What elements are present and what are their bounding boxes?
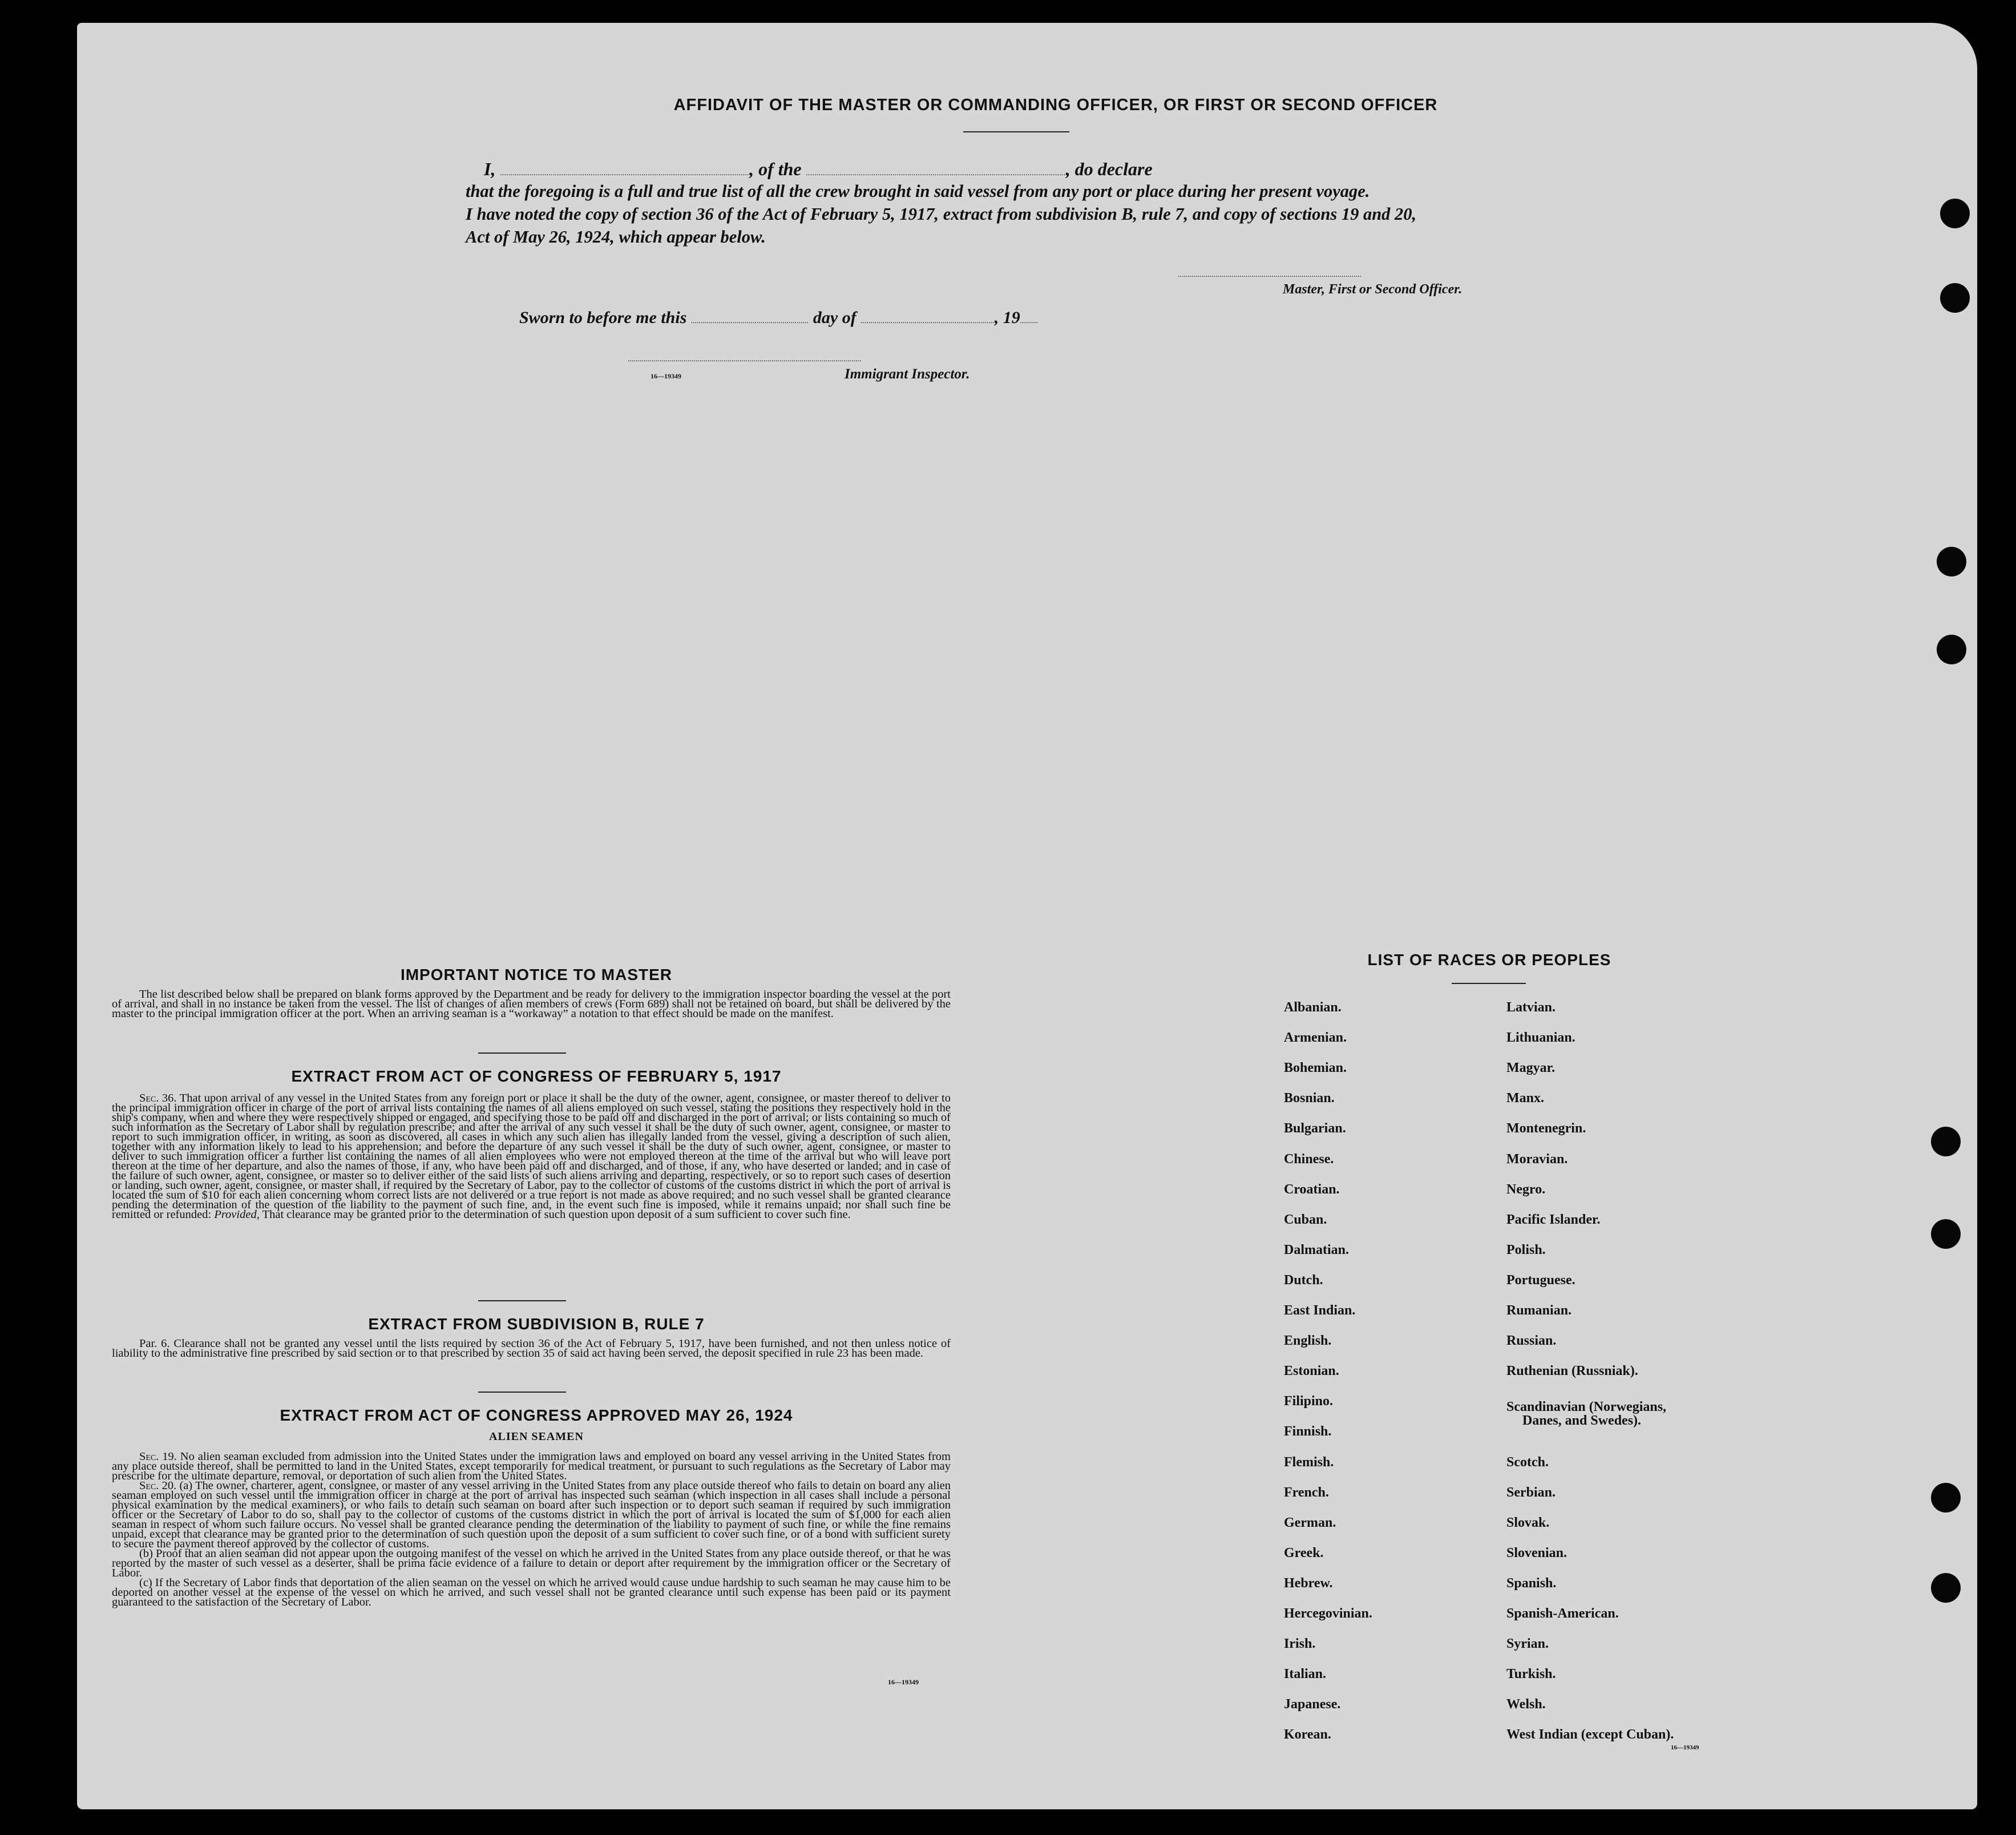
extract-1917-text	[112, 1094, 951, 1220]
race-item: Latvian.	[1506, 1000, 1556, 1015]
race-item: Negro.	[1506, 1181, 1546, 1197]
race-item: Moravian.	[1506, 1151, 1568, 1167]
binder-hole	[1937, 547, 1966, 576]
binder-hole	[1931, 1127, 1961, 1156]
declaration-line-3: I have noted the copy of section 36 of the Act of February 5, 1917, extract from subdivision B, rule 7, and copy of sections 19 and 20,	[466, 204, 1417, 224]
race-item: Syrian.	[1506, 1636, 1549, 1652]
race-item: Scandinavian (Norwegians,	[1506, 1400, 1667, 1415]
race-item: Estonian.	[1284, 1364, 1339, 1379]
affidavit-title: AFFIDAVIT OF THE MASTER OR COMMANDING OFFICER, OR FIRST OR SECOND OFFICER	[673, 96, 1438, 114]
race-item: Welsh.	[1506, 1697, 1546, 1712]
extract-1917-title: EXTRACT FROM ACT OF CONGRESS OF FEBRUARY 5, 1917	[291, 1067, 782, 1085]
sworn-label: Sworn to before me this	[519, 308, 687, 327]
declaration-line-4: Act of May 26, 1924, which appear below.	[466, 227, 766, 247]
sec36-label: Sec. 36.	[139, 1092, 177, 1104]
race-item: Finnish.	[1284, 1424, 1332, 1439]
sec20b-paragraph: (b) Proof that an alien seaman did not appear upon the outgoing manifest of the vessel on which he arrived in the United States from any place outside thereof, or that he was reported by the master of such vessel as a deserter, shall be prima facie evidence of a failure to detain or deport after requirement by the immigration officer or the Secretary of Labor.	[112, 1547, 951, 1579]
race-item: German.	[1284, 1515, 1336, 1530]
race-item: Russian.	[1506, 1333, 1557, 1349]
sec20c-paragraph: (c) If the Secretary of Labor finds that deportation of the alien seaman on the vessel on which he arrived would cause undue hardship to such seaman he may cause him to be deported on another vessel at the expense of the vessel on which he arrived, and such vessel shall not be granted clearance until such expense has been paid or its payment guaranteed to the satisfaction of the Secretary of Labor.	[112, 1576, 951, 1608]
vessel-name-field[interactable]: ...........................................................................................................................	[806, 169, 1066, 178]
race-item: Croatian.	[1284, 1181, 1340, 1197]
race-item: Cuban.	[1284, 1212, 1327, 1227]
race-item: Slovak.	[1506, 1515, 1550, 1530]
sec36-text: That upon arrival of any vessel in the United States from any foreign port or place it shall be the duty of the owner, agent, consignee, or master thereof to deliver to the principal immigration officer in charge of the port of arrival lists containing the names of all aliens employed on such vessel, stating the positions they respectively hold in the ship's company, when and where they were respectively shipped or engaged, and specifying those to be paid off and discharged in the port of arrival; or lists containing so much of such information as the Secretary of Labor shall by regulation prescribe; and after the arrival of any such vessel it shall be the duty of such owner, agent, consignee, or master to report to such immigration officer, in writing, as soon as discovered, all cases in which any such alien has illegally landed from the vessel, giving a description of such alien, together with any information likely to lead to his apprehension; and before the departure of any such vessel it shall be the duty of such owner, agent, consignee, or master to deliver to such immigration officer a further list containing the names of all alien employees who were not employed thereon at the time of the arrival but who will leave port thereon at the time of her departure, and also the names of those, if any, who have been paid off and discharged, and of those, if any, who have deserted or landed; and in case of the failure of such owner, agent, consignee, or master so to deliver either of the said lists of such aliens arriving and departing, respectively, or so to report such cases of desertion or landing, such owner, agent, consignee, or master shall, if required by the Secretary of Labor, pay to the collector of customs of the customs district in which the port of arrival is located the sum of $10 for each alien concerning whom correct lists are not delivered or a true report is not made as above required; and no such vessel shall be granted clearance pending the determination of the question of the liability to the payment of such fine, and, in the event such fine is imposed, while it remains unpaid; nor shall such fine be remitted or refunded:	[112, 1092, 951, 1221]
binder-hole	[1931, 1573, 1961, 1603]
year-label: , 19	[994, 308, 1020, 327]
sworn-line	[519, 308, 1038, 328]
year-field[interactable]: .........	[1020, 317, 1039, 325]
declaration-line-2: that the foregoing is a full and true list of all the crew brought in said vessel from any port or place during her present voyage.	[466, 182, 1370, 201]
notice-rule	[478, 1052, 566, 1054]
races-rule	[1452, 983, 1526, 984]
binder-hole	[1931, 1219, 1961, 1249]
race-item: Bulgarian.	[1284, 1121, 1346, 1136]
race-item: Chinese.	[1284, 1151, 1334, 1167]
race-item: Bosnian.	[1284, 1091, 1335, 1106]
races-form-number: 16—19349	[1671, 1744, 1699, 1751]
notice-text: The list described below shall be prepared on blank forms approved by the Department and be ready for delivery to the immigration inspector boarding the vessel at the port of arrival, and shall in no instance be taken from the vessel. The list of changes of alien members of crews (Form 689) shall not be retained on board, but shall be delivered by the master to the principal immigration officer at the port. When an arriving seaman is a “workaway” a notation to that effect should be made on the manifest.	[112, 988, 951, 1020]
race-item: Filipino.	[1284, 1394, 1334, 1409]
subdivision-b-title: EXTRACT FROM SUBDIVISION B, RULE 7	[368, 1315, 705, 1333]
race-item: Spanish.	[1506, 1575, 1557, 1591]
race-item: Armenian.	[1284, 1030, 1347, 1046]
race-item: Pacific Islander.	[1506, 1212, 1601, 1227]
affidavit-form-number: 16—19349	[651, 372, 681, 380]
binder-hole	[1937, 635, 1966, 664]
race-item: Albanian.	[1284, 1000, 1342, 1015]
binder-hole	[1940, 283, 1970, 313]
day-of-label: day of	[813, 308, 857, 327]
race-item: Lithuanian.	[1506, 1030, 1575, 1046]
race-item: Dutch.	[1284, 1272, 1323, 1288]
race-item: Manx.	[1506, 1091, 1544, 1106]
sec36-text-end: That clearance may be granted prior to the determination of such question upon deposit of a sum sufficient to cover such fine.	[262, 1208, 851, 1221]
race-item: Rumanian.	[1506, 1303, 1572, 1318]
race-item: Bohemian.	[1284, 1060, 1347, 1076]
race-item: Dalmatian.	[1284, 1242, 1349, 1257]
sec20-label: Sec. 20.	[139, 1479, 177, 1492]
race-item: French.	[1284, 1485, 1329, 1500]
race-item: Danes, and Swedes).	[1522, 1413, 1642, 1429]
declaration-line-1	[484, 159, 1551, 180]
extract-1924-title: EXTRACT FROM ACT OF CONGRESS APPROVED MAY 26, 1924	[280, 1406, 793, 1424]
alien-seamen-subtitle: ALIEN SEAMEN	[489, 1430, 584, 1443]
sec19-text: No alien seaman excluded from admission into the United States under the immigration laws and employed on board any vessel arriving in the United States from any place outside thereof, shall be permitted to land in the United States, except temporarily for medical treatment, or pursuant to such regulations as the Secretary of Labor may prescribe for the ultimate departure, removal, or deportation of such alien from the United States.	[112, 1450, 951, 1482]
sworn-month-field[interactable]: ...................................................................	[860, 317, 995, 325]
master-signature-label: Master, First or Second Officer.	[1283, 282, 1462, 297]
race-item: Japanese.	[1284, 1697, 1341, 1712]
race-item: Slovenian.	[1506, 1545, 1567, 1560]
sec20a-text: (a) The owner, charterer, agent, consignee, or master of any vessel arriving in the United States from any place outside thereof who fails to detain on board any alien seaman employed on such vessel until the immigration officer in charge at the port of arrival has inspected such seaman (which inspection in all cases shall include a personal physical examination by the medical examiners), or who fails to detain such seaman on board after such inspection or to deport such seaman if required by such immigration officer or the Secretary of Labor to do so, shall pay to the collector of customs of the customs district in which the port of arrival is located the sum of $1,000 for each alien seaman in respect of whom such failure occurs. No vessel shall be granted clearance pending the determination of the liability to payment of such fine, or while the fine remains unpaid, except that clearance may be granted prior to the determination of such question upon the deposit of a sum sufficient to cover such fine, or of a bond with sufficient surety to secure the payment thereof approved by the collector of customs.	[112, 1479, 951, 1550]
race-item: English.	[1284, 1333, 1332, 1349]
race-item: Montenegrin.	[1506, 1121, 1586, 1136]
race-item: Magyar.	[1506, 1060, 1556, 1076]
extract-1924-form-number: 16—19349	[888, 1678, 919, 1686]
master-signature-field[interactable]: ............................................................................................	[1178, 271, 1361, 279]
declarant-name-field[interactable]: ......................................................................................................................	[500, 169, 750, 178]
race-item: Polish.	[1506, 1242, 1546, 1257]
do-declare-label: , do declare	[1065, 159, 1153, 179]
race-item: East Indian.	[1284, 1303, 1356, 1318]
race-item: Greek.	[1284, 1545, 1324, 1560]
race-item: Serbian.	[1506, 1485, 1556, 1500]
races-title: LIST OF RACES OR PEOPLES	[1367, 951, 1611, 969]
race-item: Hebrew.	[1284, 1575, 1333, 1591]
binder-hole	[1940, 199, 1970, 228]
extract-1917-rule	[478, 1300, 566, 1301]
race-item: Irish.	[1284, 1636, 1316, 1652]
race-item: Portuguese.	[1506, 1272, 1575, 1288]
subdivision-b-text: Par. 6. Clearance shall not be granted any vessel until the lists required by section 36 of the Act of February 5, 1917, have been furnished, and not then unless notice of liability to the administrative fine prescribed by said section or to that prescribed by section 35 of said act having been served, the deposit specified in rule 23 has been made.	[112, 1337, 951, 1360]
of-the-label: , of the	[749, 159, 802, 179]
sworn-day-field[interactable]: ...........................................................	[690, 317, 809, 325]
sec20a-paragraph	[112, 1481, 951, 1549]
race-item: West Indian (except Cuban).	[1506, 1727, 1674, 1743]
sec19-paragraph	[112, 1452, 951, 1481]
race-item: Ruthenian (Russniak).	[1506, 1364, 1638, 1379]
race-item: Flemish.	[1284, 1454, 1334, 1470]
provided-word: Provided,	[214, 1208, 260, 1221]
race-item: Hercegovinian.	[1284, 1606, 1372, 1621]
extract-1924-body	[112, 1452, 951, 1607]
race-item: Korean.	[1284, 1727, 1331, 1743]
race-item: Scotch.	[1506, 1454, 1549, 1470]
declarant-i: I,	[484, 159, 496, 179]
race-item: Italian.	[1284, 1667, 1327, 1682]
race-item: Spanish-American.	[1506, 1606, 1619, 1621]
subdivision-b-rule	[478, 1392, 566, 1393]
inspector-label: Immigrant Inspector.	[845, 366, 970, 382]
inspector-signature-field[interactable]: .....................................................................................................................	[628, 355, 862, 364]
binder-hole	[1931, 1483, 1961, 1513]
sec19-label: Sec. 19.	[139, 1450, 177, 1463]
race-item: Turkish.	[1506, 1667, 1556, 1682]
notice-title: IMPORTANT NOTICE TO MASTER	[400, 966, 673, 983]
title-rule	[963, 131, 1069, 132]
